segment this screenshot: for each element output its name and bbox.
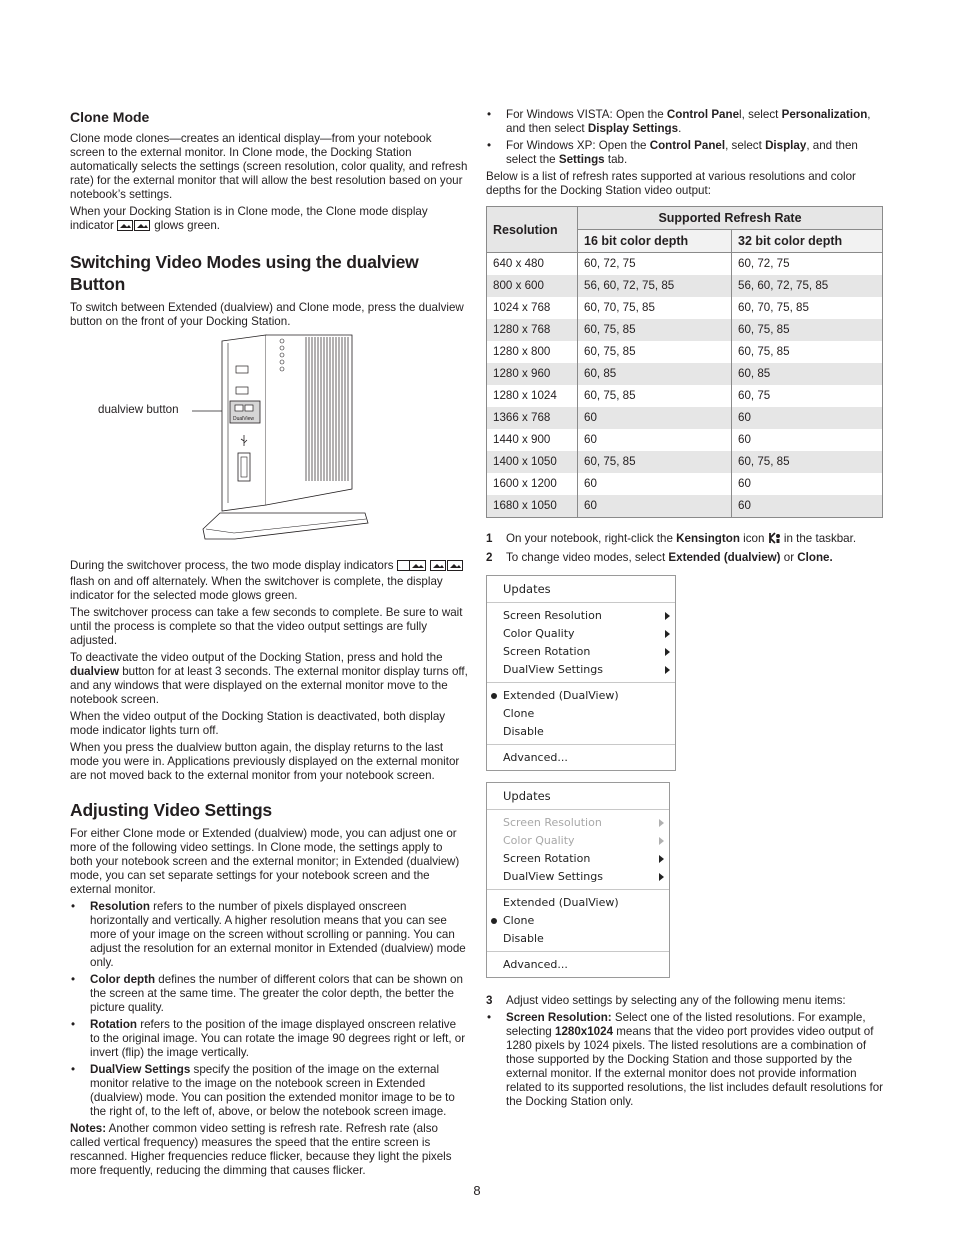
table-cell: 1366 x 768 — [487, 407, 578, 429]
table-cell: 60, 75, 85 — [578, 451, 732, 473]
menu-item-clone[interactable]: Clone — [487, 912, 669, 930]
table-intro: Below is a list of refresh rates supported at various resolutions and color depths for the Docking Station video output: — [486, 170, 856, 197]
table-row — [487, 495, 883, 518]
table-cell: 60, 72, 75 — [732, 253, 883, 276]
list-item: • DualView Settings specify the position of the image on the external monitor relative to the image on the notebook screen in Extended (dualview) mode. You can position the extended monitor image to be to the right of, to the left of, above, or below the notebook screen image. — [70, 1063, 468, 1119]
menu-item-advanced[interactable]: Advanced... — [503, 751, 568, 764]
menu-item-dualview-settings[interactable]: DualView Settings — [487, 868, 669, 886]
adjusting-intro: For either Clone mode or Extended (dualview) mode, you can adjust one or more of the following video settings. In Clone mode, the settings apply to both your notebook screen and the external monitor; in Extended (dualview) mode, you can set separate settings for your notebook screen and the external monitor. — [70, 827, 460, 896]
table-cell: 60, 72, 75 — [578, 253, 732, 276]
table-cell: 60 — [578, 429, 732, 451]
header-32bit: 32 bit color depth — [732, 230, 883, 253]
table-cell: 60, 75, 85 — [578, 341, 732, 363]
table-cell: 1400 x 1050 — [487, 451, 578, 473]
table-cell: 60, 85 — [732, 363, 883, 385]
settings-list — [70, 900, 468, 1119]
header-supported: Supported Refresh Rate — [578, 207, 883, 230]
table-cell: 60, 75, 85 — [732, 341, 883, 363]
table-row — [487, 275, 883, 297]
table-row — [487, 253, 883, 276]
switching-heading: Switching Video Modes using the dualview Button — [70, 252, 419, 294]
table-row — [487, 385, 883, 407]
table-row — [487, 297, 883, 319]
clone-mode-paragraph: Clone mode clones—creates an identical display—from your notebook screen to the external monitor. In Clone mode, the Docking Station automatically selects the settings (screen resolution, color quality, and refresh rate) for the external monitor that will allow the best resolution based on your notebook’s settings. — [70, 132, 468, 201]
left-column — [70, 108, 468, 1181]
dualview-callout-label: dualview button — [98, 403, 179, 416]
adjusting-heading: Adjusting Video Settings — [70, 800, 272, 820]
table-cell: 60 — [578, 407, 732, 429]
docking-station-illustration — [70, 333, 468, 549]
svg-text:DualView: DualView — [233, 416, 255, 422]
menu-title[interactable]: Updates — [487, 783, 669, 810]
chevron-right-icon — [659, 873, 664, 881]
table-cell: 60, 75 — [732, 385, 883, 407]
deactivated-paragraph: When the video output of the Docking Station is deactivated, both display mode indicator lights turn off. — [70, 710, 446, 737]
table-row — [487, 407, 883, 429]
menu-title[interactable]: Updates — [487, 576, 675, 603]
switching-intro: To switch between Extended (dualview) and Clone mode, press the dualview button on the front of your Docking Station. — [70, 301, 464, 328]
menu-item-extended[interactable]: Extended (DualView) — [503, 896, 619, 909]
steps-list-2 — [486, 994, 884, 1008]
list-item: • Color depth defines the number of different colors that can be shown on the screen at the same time. The greater the color depth, the better the picture quality. — [70, 973, 468, 1015]
radio-dot-icon — [491, 693, 497, 699]
table-cell: 800 x 600 — [487, 275, 578, 297]
switchover-paragraph: During the switchover process, the two mode display indicators flash on and off alternately. When the switchover is complete, the display indicator for the selected mode glows green. — [70, 559, 468, 603]
windows-list — [486, 108, 884, 167]
menu-item-screen-rotation[interactable]: Screen Rotation — [487, 850, 669, 868]
table-cell: 60, 85 — [578, 363, 732, 385]
table-cell: 60, 70, 75, 85 — [732, 297, 883, 319]
step-1: 1 On your notebook, right-click the Kensington icon in the taskbar. — [486, 532, 884, 548]
chevron-right-icon — [659, 837, 664, 845]
table-row — [487, 319, 883, 341]
clone-indicator-icon — [430, 560, 464, 575]
menu-item-extended[interactable]: Extended (DualView) — [487, 687, 675, 705]
list-item: • Screen Resolution: Select one of the listed resolutions. For example, selecting 1280x1024 means that the video port provides video output of 1280 pixels by 1024 pixels. The listed resolutions are a combination of those supported by the Docking Station and those supported by the external monitor. If the external monitor does not provide information related to its supported resolutions, the list includes default resolutions for the Docking Station only. — [486, 1011, 884, 1109]
table-cell: 1440 x 900 — [487, 429, 578, 451]
right-column — [486, 108, 884, 1112]
table-cell: 60 — [578, 473, 732, 495]
table-row — [487, 341, 883, 363]
table-row — [487, 429, 883, 451]
table-cell: 60 — [732, 407, 883, 429]
table-cell: 1280 x 768 — [487, 319, 578, 341]
menu-item-disable[interactable]: Disable — [503, 725, 544, 738]
context-menu-clone — [486, 782, 670, 978]
notes-paragraph: Notes: Another common video setting is refresh rate. Refresh rate (also called vertical frequency) measures the speed that the entire screen is rescanned. Higher frequencies reduce flicker, because they light the pixels more frequently, reducing the dimming that causes flicker. — [70, 1122, 452, 1177]
step-2: 2 To change video modes, select Extended (dualview) or Clone. — [486, 551, 833, 564]
switchover-time-paragraph: The switchover process can take a few seconds to complete. Be sure to wait until the process is complete so that the video output settings are fully adjusted. — [70, 606, 463, 647]
table-cell: 1280 x 800 — [487, 341, 578, 363]
menu-item-advanced[interactable]: Advanced... — [503, 958, 568, 971]
table-cell: 56, 60, 72, 75, 85 — [732, 275, 883, 297]
header-16bit: 16 bit color depth — [578, 230, 732, 253]
table-cell: 60, 75, 85 — [578, 319, 732, 341]
step-3: 3 Adjust video settings by selecting any of the following menu items: — [486, 994, 846, 1007]
page-number: 8 — [473, 1183, 481, 1198]
table-cell: 60, 75, 85 — [578, 385, 732, 407]
kensington-icon — [768, 532, 781, 548]
table-cell: 60 — [732, 495, 883, 518]
table-cell: 60, 75, 85 — [732, 319, 883, 341]
table-cell: 60 — [732, 473, 883, 495]
table-cell: 60, 70, 75, 85 — [578, 297, 732, 319]
extended-indicator-icon — [397, 560, 427, 575]
list-item: • Rotation refers to the position of the image displayed onscreen relative to the original image. You can rotate the image 90 degrees right or left, or invert (flip) the image vertically. — [70, 1018, 468, 1060]
clone-indicator-paragraph: When your Docking Station is in Clone mode, the Clone mode display indicator glows green. — [70, 205, 468, 235]
menu-item-clone[interactable]: Clone — [503, 707, 535, 720]
clone-mode-heading: Clone Mode — [70, 109, 150, 125]
menu-items-list — [486, 1011, 884, 1109]
table-cell: 1600 x 1200 — [487, 473, 578, 495]
press-again-paragraph: When you press the dualview button again, the display returns to the last mode you were in. Applications previously displayed on the external monitor are not moved back to the external monitor from your notebook screen. — [70, 741, 460, 782]
chevron-right-icon — [665, 630, 670, 638]
header-resolution: Resolution — [487, 207, 578, 253]
table-cell: 56, 60, 72, 75, 85 — [578, 275, 732, 297]
chevron-right-icon — [665, 666, 670, 674]
menu-item-screen-rotation[interactable]: Screen Rotation — [487, 643, 675, 661]
table-cell: 1024 x 768 — [487, 297, 578, 319]
table-row — [487, 473, 883, 495]
menu-item-screen-resolution: Screen Resolution — [487, 814, 669, 832]
list-item: • Resolution refers to the number of pixels displayed onscreen horizontally and vertically. A higher resolution means that you can see more of your image on the screen without scrolling or panning. You can adjust the resolution for an external monitor in Extended (dualview) mode only. — [70, 900, 468, 970]
chevron-right-icon — [659, 855, 664, 863]
table-cell: 1280 x 960 — [487, 363, 578, 385]
table-row — [487, 363, 883, 385]
table-cell: 1280 x 1024 — [487, 385, 578, 407]
list-item: • For Windows XP: Open the Control Panel, select Display, and then select the Settings tab. — [486, 139, 884, 167]
chevron-right-icon — [665, 648, 670, 656]
menu-item-color-quality: Color Quality — [487, 832, 669, 850]
table-cell: 60 — [578, 495, 732, 518]
table-row — [487, 451, 883, 473]
table-cell: 60, 75, 85 — [732, 451, 883, 473]
context-menu-extended — [486, 575, 676, 771]
menu-item-disable[interactable]: Disable — [503, 932, 544, 945]
deactivate-paragraph: To deactivate the video output of the Docking Station, press and hold the dualview button for at least 3 seconds. The external monitor display turns off, and any windows that were displayed on the external monitor move to the notebook screen. — [70, 651, 468, 706]
menu-item-screen-resolution[interactable]: Screen Resolution — [487, 607, 675, 625]
table-cell: 60 — [732, 429, 883, 451]
steps-list — [486, 532, 884, 565]
refresh-rate-table — [486, 206, 883, 518]
menu-item-dualview-settings[interactable]: DualView Settings — [487, 661, 675, 679]
menu-item-color-quality[interactable]: Color Quality — [487, 625, 675, 643]
table-cell: 1680 x 1050 — [487, 495, 578, 518]
table-cell: 640 x 480 — [487, 253, 578, 276]
chevron-right-icon — [665, 612, 670, 620]
clone-indicator-icon — [117, 220, 151, 235]
list-item: • For Windows VISTA: Open the Control Panel, select Personalization, and then select Display Settings. — [486, 108, 884, 136]
chevron-right-icon — [659, 819, 664, 827]
radio-dot-icon — [491, 918, 497, 924]
